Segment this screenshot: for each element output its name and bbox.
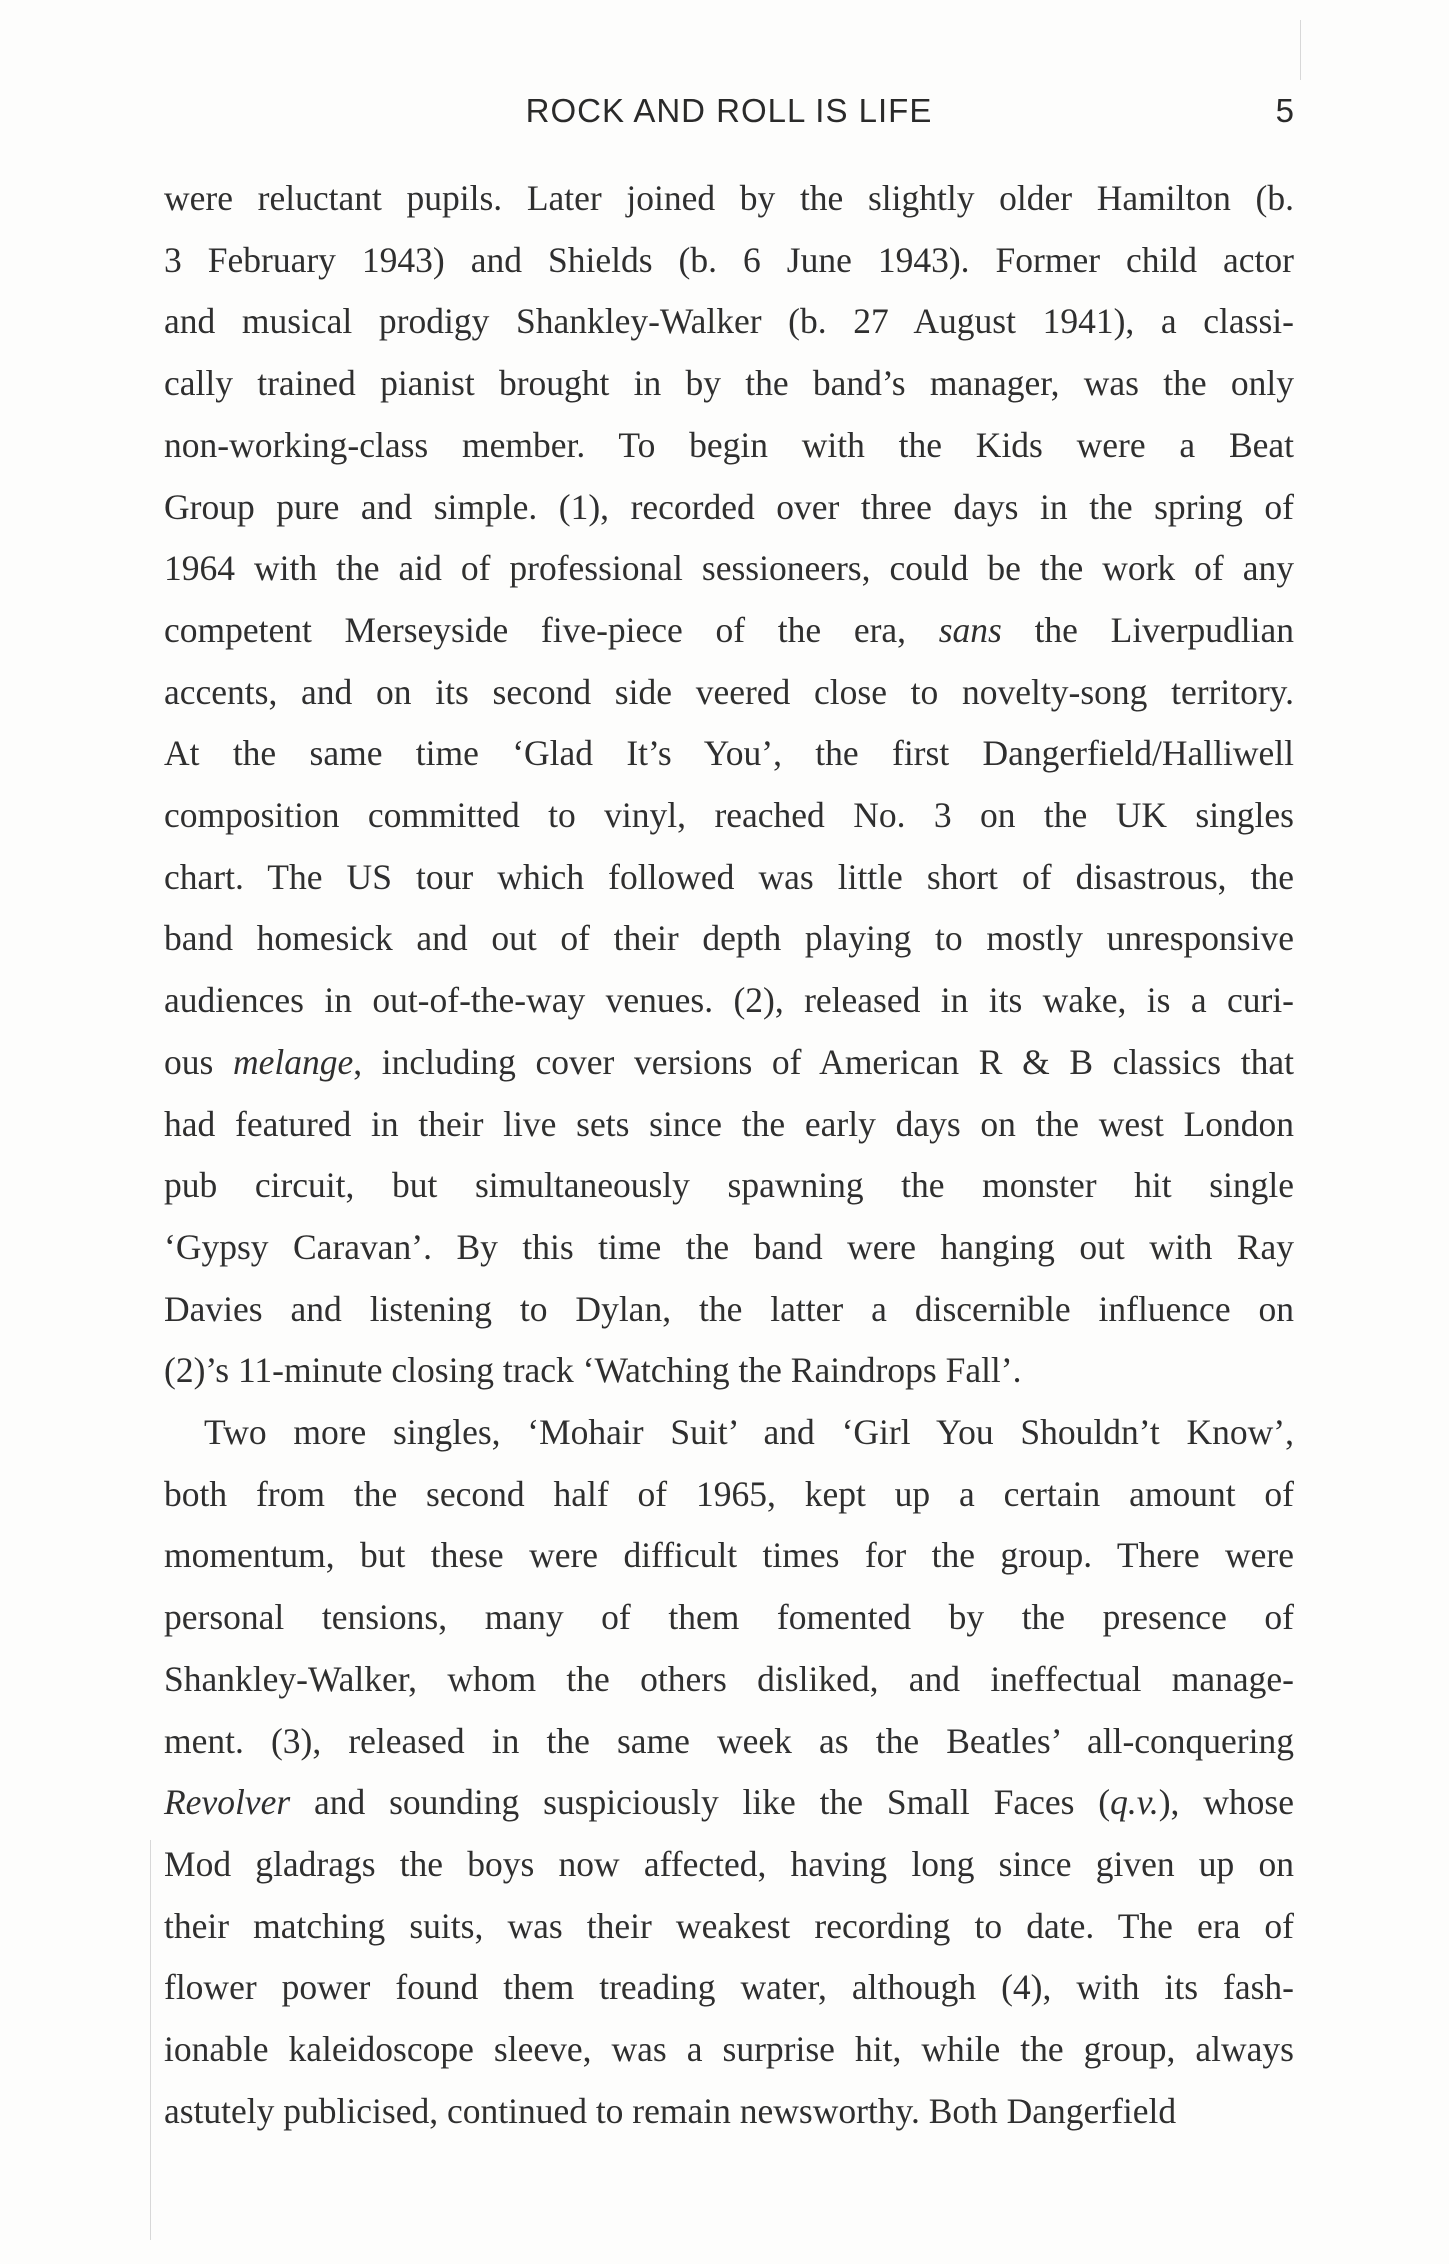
text-segment: ionable kaleidoscope sleeve, was a surprise hit, while the group, always [164,2029,1294,2070]
text-segment: had featured in their live sets since the early days on the west London [164,1103,1294,1144]
text-segment: were reluctant pupils. Later joined by the slightly older Hamilton (b. [164,178,1294,218]
text-segment: accents, and on its second side veered close to novelty-song territory. [164,671,1294,712]
text-line [164,785,1294,847]
text-line [164,477,1294,539]
text-segment: Davies and listening to Dylan, the latter a discernible influence on [164,1288,1294,1329]
text-segment: audiences in out-of-the-way venues. (2), released in its wake, is a curi- [164,980,1294,1021]
text-line [164,538,1294,600]
text-line [164,1957,1294,2019]
text-line [164,1834,1294,1896]
text-line [164,1464,1294,1526]
text-line [164,1217,1294,1279]
body-text [164,168,1294,2143]
text-line [164,230,1294,292]
text-line [164,1279,1294,1341]
text-segment: personal tensions, many of them fomented by the presence of [164,1597,1294,1638]
text-line [164,970,1294,1032]
text-segment: both from the second half of 1965, kept up a certain amount of [164,1473,1294,1514]
text-segment: , including cover versions of American R & B classics that [353,1041,1294,1082]
text-line [164,353,1294,415]
paragraph [164,1402,1294,2142]
text-segment: ), whose [1158,1782,1295,1823]
text-line [164,2019,1294,2081]
text-segment: Shankley-Walker, whom the others disliked, and ineffectual manage- [164,1658,1294,1699]
text-segment: momentum, but these were difficult times for the group. There were [164,1535,1294,1576]
text-line [164,415,1294,477]
text-line [164,1402,1294,1464]
text-line [164,291,1294,353]
text-line [164,1649,1294,1711]
text-line [164,1711,1294,1773]
text-line [164,168,1294,230]
text-line [164,1094,1294,1156]
text-segment: Group pure and simple. (1), recorded over three days in the spring of [164,486,1294,527]
text-segment: astutely publicised, continued to remain newsworthy. Both Dangerfield [164,2090,1177,2131]
text-segment: ous [164,1041,233,1082]
italic-text: Revolver [164,1782,291,1823]
scan-artifact-line [1300,20,1301,80]
text-line [164,1896,1294,1958]
text-segment: band homesick and out of their depth playing to mostly unresponsive [164,918,1294,959]
text-segment: Mod gladrags the boys now affected, having long since given up on [164,1843,1294,1884]
page-number: 5 [1275,92,1294,129]
scan-artifact-line [150,1840,151,2240]
text-segment: and musical prodigy Shankley-Walker (b. 27 August 1941), a classi- [164,301,1294,342]
text-segment: cally trained pianist brought in by the band’s manager, was the only [164,363,1294,404]
text-segment: ‘Gypsy Caravan’. By this time the band were hanging out with Ray [164,1226,1294,1267]
text-line [164,1340,1294,1402]
italic-text: melange [232,1041,354,1082]
text-segment: At the same time ‘Glad It’s You’, the first Dangerfield/Halliwell [164,733,1294,774]
paragraph [164,168,1294,1402]
text-line [164,723,1294,785]
text-segment: 1964 with the aid of professional sessioneers, could be the work of any [164,548,1294,589]
text-line [164,2081,1294,2143]
text-segment: composition committed to vinyl, reached No. 3 on the UK singles [164,795,1294,836]
text-line [164,1032,1294,1094]
text-segment: Two more singles, ‘Mohair Suit’ and ‘Girl You Shouldn’t Know’, [204,1412,1294,1453]
text-segment: ment. (3), released in the same week as the Beatles’ all-conquering [164,1720,1294,1761]
italic-text: sans [938,609,1002,650]
text-segment: non-working-class member. To begin with the Kids were a Beat [164,424,1294,465]
text-line [164,1155,1294,1217]
text-line [164,1587,1294,1649]
text-segment: chart. The US tour which followed was little short of disastrous, the [164,856,1294,897]
text-line [164,1772,1294,1834]
text-segment: (2)’s 11-minute closing track ‘Watching the Raindrops Fall’. [164,1350,1022,1391]
text-segment: their matching suits, was their weakest recording to date. The era of [164,1905,1294,1946]
text-segment: competent Merseyside five-piece of the era, [164,609,939,650]
text-line [164,847,1294,909]
page-header [164,92,1294,132]
italic-text: q.v. [1110,1782,1159,1823]
text-line [164,662,1294,724]
text-segment: 3 February 1943) and Shields (b. 6 June 1943). Former child actor [164,239,1294,280]
text-line [164,908,1294,970]
text-segment: flower power found them treading water, although (4), with its fash- [164,1967,1294,2008]
text-segment: the Liverpudlian [1001,609,1294,650]
running-head: ROCK AND ROLL IS LIFE [525,92,933,129]
text-segment: and sounding suspiciously like the Small Faces ( [290,1782,1111,1823]
text-line [164,600,1294,662]
text-line [164,1525,1294,1587]
text-segment: pub circuit, but simultaneously spawning the monster hit single [164,1165,1294,1206]
